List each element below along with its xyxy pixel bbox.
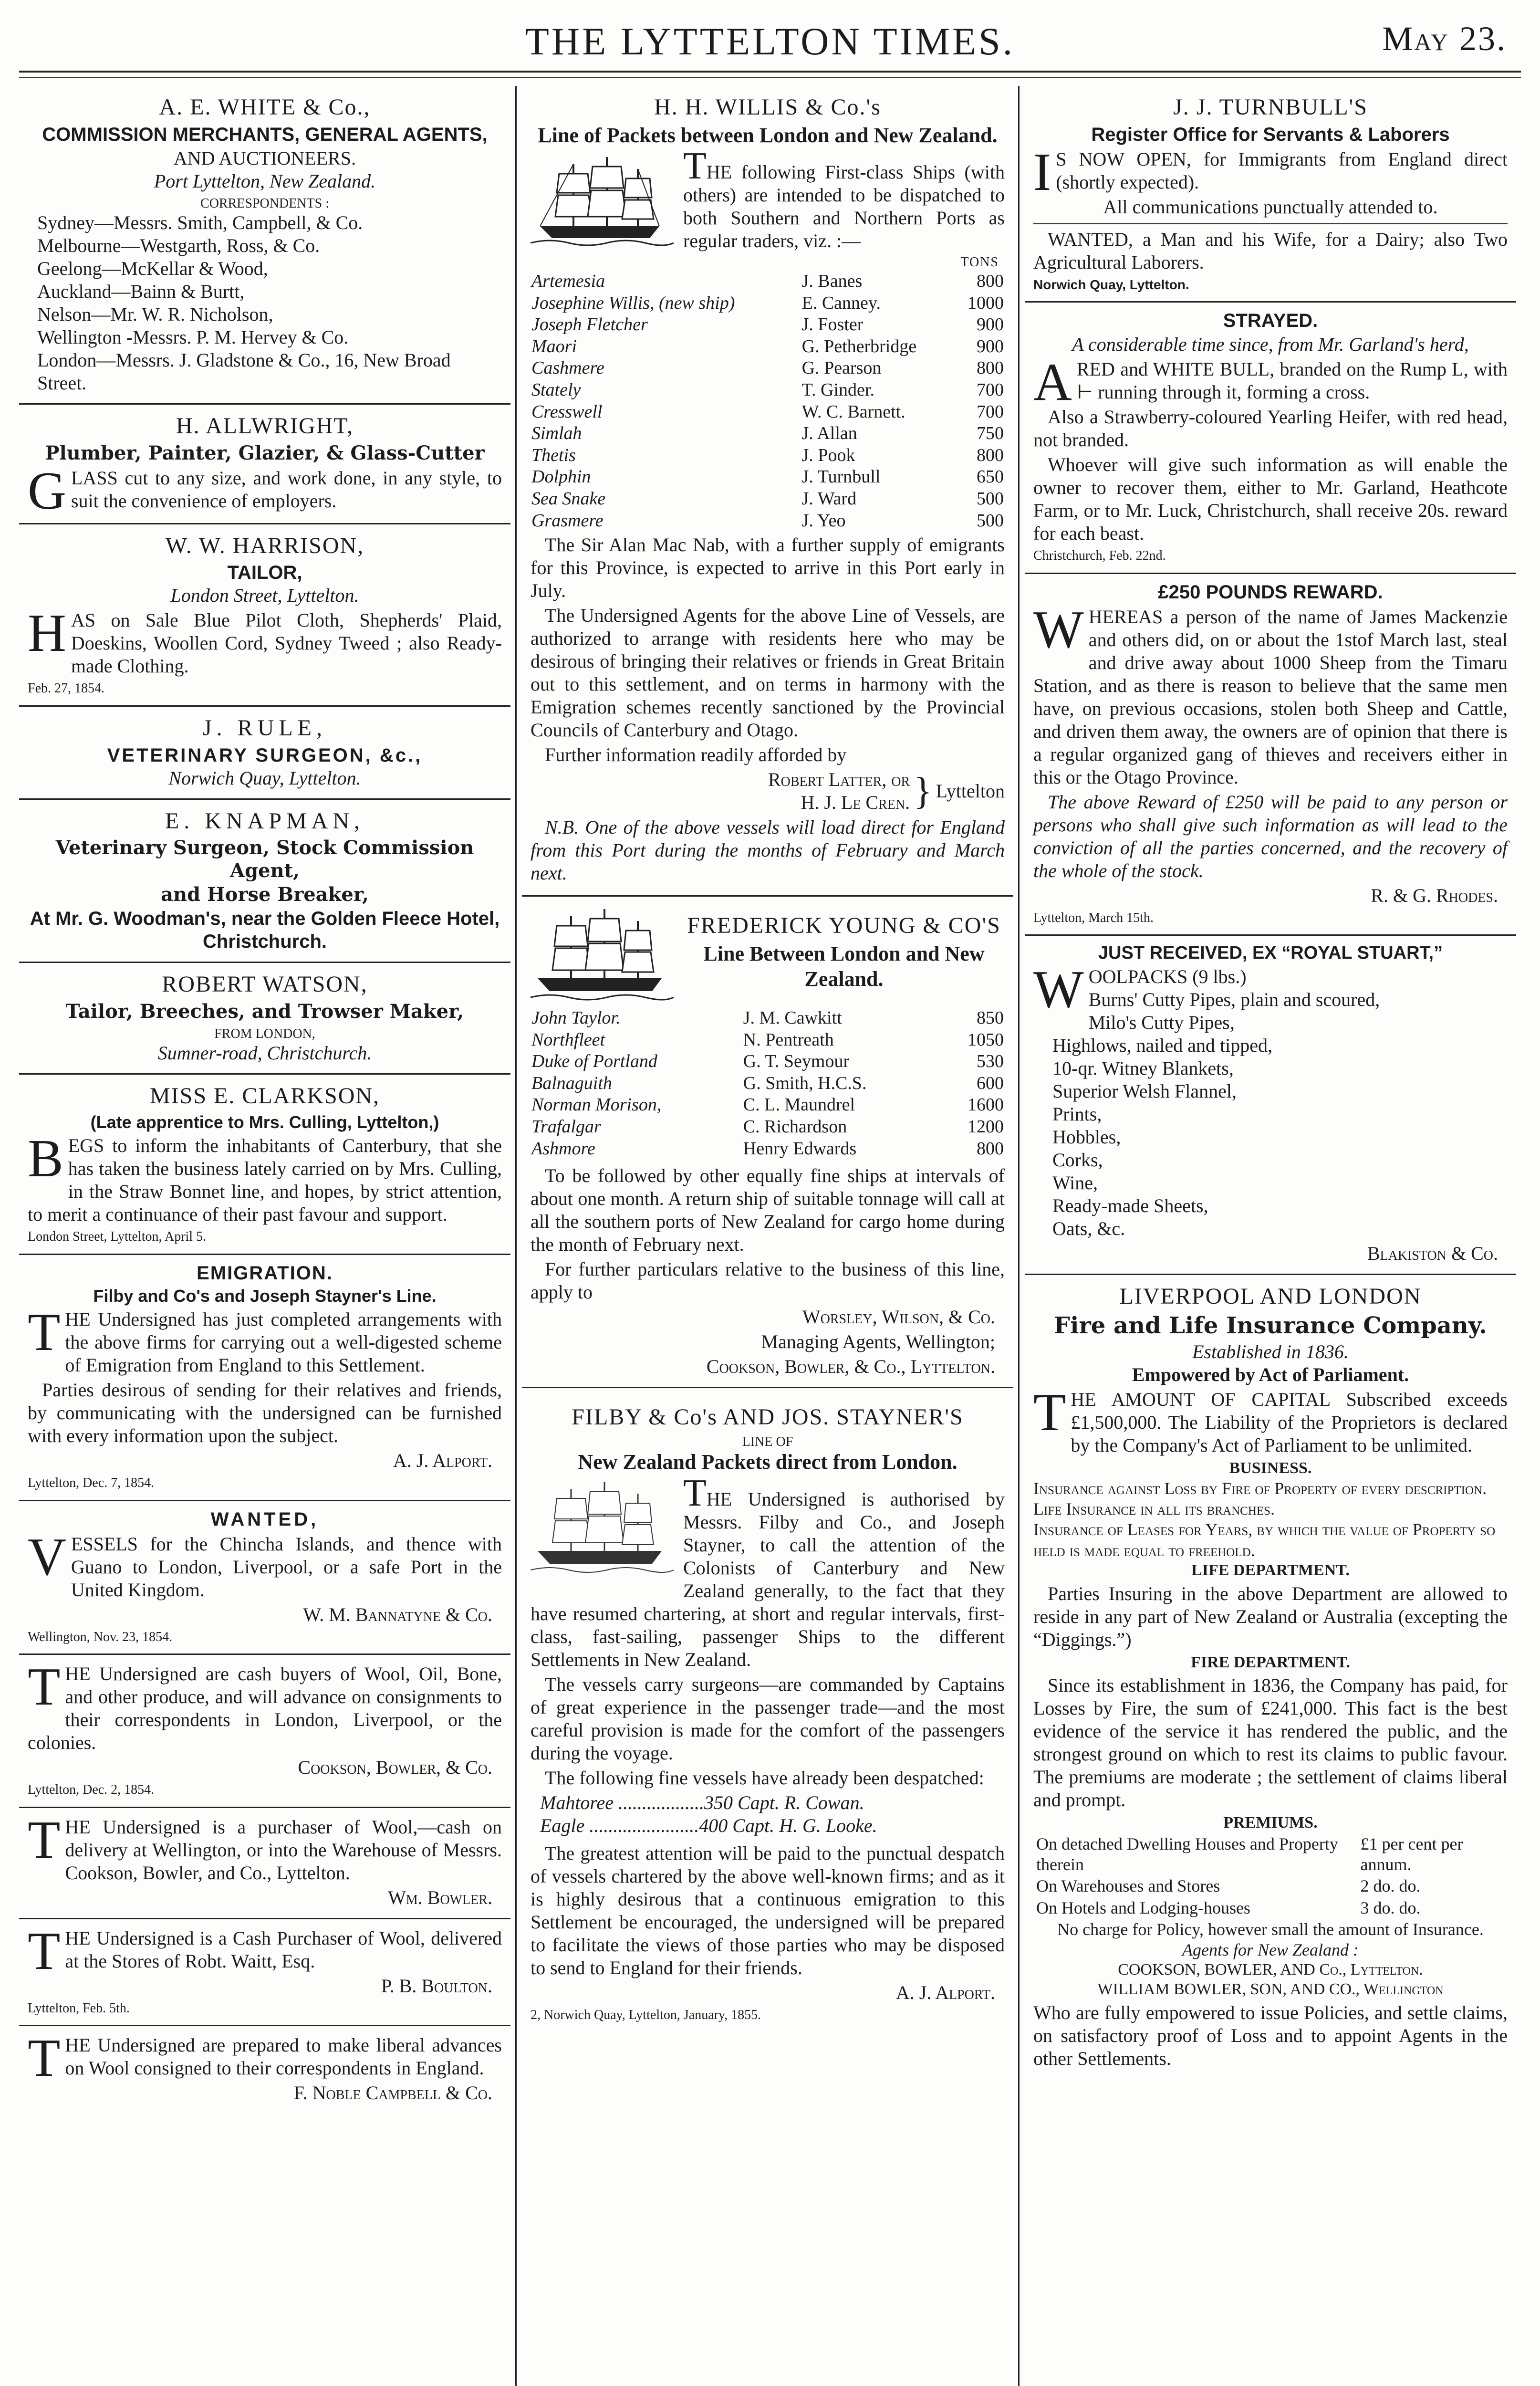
ship-table: [531, 1007, 1005, 1160]
ad-head: £250 POUNDS REWARD.: [1158, 581, 1383, 603]
ad-note: N.B. One of the above vessels will load direct for England from this Port during the months of February and March next.: [531, 816, 1005, 884]
list-item: Hobbles,: [1052, 1126, 1121, 1148]
ad-allwright: [19, 405, 510, 524]
ad-name: J. J. TURNBULL'S: [1173, 94, 1368, 120]
newspaper-title: THE LYTTELTON TIMES.: [525, 20, 1015, 63]
ad-name: E. KNAPMAN,: [165, 808, 364, 834]
ad-body: THE following First-class Ships (with others) are intended to be dispatched to both Southern and Northern Ports as regular traders, viz. :—: [683, 145, 1005, 252]
drop-cap: V: [28, 1527, 66, 1587]
ad-address: London Street, Lyttelton.: [170, 585, 359, 607]
list-item: London—Messrs. J. Gladstone & Co., 16, New Broad Street.: [37, 349, 451, 394]
ad-trade2: AND AUCTIONEERS.: [173, 147, 356, 169]
ship-icon: [531, 1477, 674, 1577]
agents-head: Agents for New Zealand :: [1182, 1940, 1359, 1960]
ad-cash-purchaser: [19, 1919, 510, 2027]
ad-received: [1025, 936, 1516, 1275]
drop-cap: T: [28, 1921, 61, 1981]
table-row: Duke of Portland G. T. Seymour 530: [531, 1051, 1004, 1072]
ad-knapman: [19, 800, 510, 963]
ad-sub: Filby and Co's and Joseph Stayner's Line.: [93, 1286, 437, 1306]
ad-body: The above Reward of £250 will be paid to any person or persons who shall give such information as will lead to the conviction of all the parties concerned, and the recovery of the whole of the stock.: [1033, 791, 1508, 881]
ad-name: H. ALLWRIGHT,: [176, 413, 354, 439]
ad-body: THE Undersigned is a Cash Purchaser of Wool, delivered at the Stores of Robt. Waitt, Esq.: [28, 1921, 502, 1981]
ad-name: FREDERICK YOUNG & CO'S: [687, 913, 1001, 939]
drop-cap: T: [28, 2029, 61, 2088]
list-item: Sydney—Messrs. Smith, Campbell, & Co.: [37, 212, 363, 234]
list-item: Prints,: [1052, 1103, 1102, 1125]
ad-body: Since its establishment in 1836, the Company has paid, for Losses by Fire, the sum of £241,000. This fact is the best evidence of the service it has rendered the public, and the strongest ground on which to rest its claims to public favour. The premiums are moderate ; the settlement of claims liberal and prompt.: [1033, 1674, 1508, 1811]
ad-body: THE Undersigned are cash buyers of Wool, Oil, Bone, and other produce, and will advance on consignments to their correspondents in London, Liverpool, or the colonies.: [28, 1657, 502, 1754]
ad-name: J. RULE,: [203, 715, 327, 741]
ad-reward: [1025, 574, 1516, 936]
column-1: [19, 86, 510, 2386]
ad-date: 2, Norwich Quay, Lyttelton, January, 1855.: [531, 2008, 761, 2023]
column-divider: [515, 86, 517, 2386]
ad-established: Established in 1836.: [1192, 1341, 1349, 1363]
table-row: Cashmere G. Pearson 800: [531, 358, 1004, 378]
list-item: Milo's Cutty Pipes,: [1088, 1011, 1235, 1033]
list-item: Geelong—McKellar & Wood,: [37, 258, 268, 280]
correspondent-list: [28, 211, 502, 395]
ad-signature: Worsley, Wilson, & Co.: [802, 1306, 995, 1328]
ad-turnbull: [1025, 86, 1516, 303]
ad-head: Line Between London and New Zealand.: [703, 942, 985, 991]
agent-block: [531, 768, 1005, 814]
list-item: Nelson—Mr. W. R. Nicholson,: [37, 303, 273, 325]
section-head: LIFE DEPARTMENT.: [1191, 1561, 1350, 1579]
ad-date: Lyttelton, Dec. 2, 1854.: [28, 1782, 155, 1798]
ad-correspondents: CORRESPONDENTS :: [200, 196, 329, 211]
section-head: FIRE DEPARTMENT.: [1191, 1653, 1350, 1671]
drop-cap: W: [1033, 600, 1084, 659]
masthead-rule-thin: [19, 77, 1521, 78]
ad-white: [19, 86, 510, 405]
masthead: [19, 14, 1521, 86]
table-row: Trafalgar C. Richardson 1200: [531, 1117, 1004, 1137]
drop-cap: H: [28, 604, 66, 663]
ad-body: THE AMOUNT OF CAPITAL Subscribed exceeds £1,500,000. The Liability of the Proprietors is declared by the Company's Act of Parliament to be unlimited.: [1033, 1383, 1508, 1456]
table-row: On Hotels and Lodging-houses 3 do. do.: [1036, 1898, 1421, 1917]
ad-signature: A. J. Alport.: [895, 1982, 995, 2004]
drop-cap: T: [28, 1302, 61, 1362]
list-item: Corks,: [1052, 1149, 1103, 1171]
ad-emigration: [19, 1255, 510, 1501]
table-row: Dolphin J. Turnbull 650: [531, 467, 1004, 487]
list-item: 10-qr. Witney Blankets,: [1052, 1057, 1234, 1079]
ad-body: Parties Insuring in the above Department are allowed to reside in any part of New Zealand or Australia (excepting the “Diggings.”): [1033, 1582, 1508, 1650]
ad-trade: Tailor, Breeches, and Trowser Maker,: [65, 1000, 464, 1023]
ad-willis: [522, 86, 1013, 897]
ad-body: To be followed by other equally fine ships at intervals of about one month. A return ship of suitable tonnage will call at all the southern ports of New Zealand for cargo home during the month of February next.: [531, 1165, 1005, 1256]
ad-signature: A. J. Alport.: [393, 1449, 492, 1471]
ad-trade2: and Horse Breaker,: [161, 883, 369, 906]
ad-body: ARED and WHITE BULL, branded on the Rump L, with ⊢ running through it, forming a cross.: [1033, 353, 1508, 412]
list-item: Wellington -Messrs. P. M. Hervey & Co.: [37, 326, 349, 348]
agent-place: Lyttelton: [936, 780, 1005, 802]
table-row: Cresswell W. C. Barnett. 700: [531, 401, 1004, 422]
table-row: Northfleet N. Pentreath 1050: [531, 1029, 1004, 1050]
ad-body: THE Undersigned is a purchaser of Wool,—cash on delivery at Wellington, or into the Warehouse of Messrs. Cookson, Bowler, and Co., Lyttelton.: [28, 1810, 502, 1884]
ad-body: WHEREAS a person of the name of James Mackenzie and others did, on or about the 1stof March last, steal and drive away about 1000 Sheep from the Timaru Station, and as there is reason to believe that the same men have, on previous occasions, stolen both Sheep and Cattle, and driven them away, the owners are of opinion that there is a regular organized gang of thieves and receivers either in this or the Otago Province.: [1033, 600, 1508, 788]
table-row: Thetis J. Pook 800: [531, 445, 1004, 465]
ad-address: Sumner-road, Christchurch.: [157, 1042, 372, 1064]
ad-head: Line of Packets between London and New Zealand.: [538, 123, 998, 147]
table-row: Josephine Willis, (new ship) E. Canney. 1000: [531, 293, 1004, 313]
ship-icon: [531, 150, 674, 250]
ad-sub: A considerable time since, from Mr. Garland's herd,: [1072, 334, 1469, 356]
drop-cap: T: [683, 1472, 707, 1515]
agent-name: Robert Latter, or: [768, 769, 910, 791]
section-head: PREMIUMS.: [1223, 1814, 1318, 1832]
ad-name: LIVERPOOL AND LONDON: [1119, 1283, 1422, 1309]
ad-advances: [19, 2026, 510, 2113]
ad-signature: Wm. Bowler.: [388, 1886, 492, 1908]
ad-date: Lyttelton, Feb. 5th.: [28, 2000, 130, 2016]
ad-body: For further particulars relative to the business of this line, apply to: [531, 1258, 1005, 1303]
ad-body: The vessels carry surgeons—are commanded by Captains of great experience in the passenger trade—and the most careful provision is made for the comfort of the passengers during the voyage.: [531, 1674, 1005, 1764]
list-item: Oats, &c.: [1052, 1217, 1125, 1239]
ad-head: New Zealand Packets direct from London.: [578, 1450, 957, 1474]
table-row: Simlah J. Allan 750: [531, 423, 1004, 444]
tons-header: TONS: [960, 255, 999, 270]
vessel-line: Eagle .......................400 Capt. H. G. Looke.: [540, 1815, 877, 1837]
ad-head: JUST RECEIVED, EX “ROYAL STUART,”: [1098, 943, 1443, 963]
column-2: [522, 86, 1013, 2386]
ad-act: Empowered by Act of Parliament.: [1132, 1364, 1409, 1386]
ad-body: WOOLPACKS (9 lbs.): [1033, 960, 1247, 1019]
ad-signature: F. Noble Campbell & Co.: [293, 2082, 492, 2104]
section-head: BUSINESS.: [1229, 1459, 1312, 1477]
ad-from: FROM LONDON,: [214, 1026, 315, 1041]
ad-line-of: LINE OF: [742, 1434, 793, 1449]
ad-name: H. H. WILLIS & Co.'s: [654, 94, 881, 120]
ad-body: THE Undersigned has just completed arrangements with the above firms for carrying out a well-digested scheme of Emigration from England to this Settlement.: [28, 1302, 502, 1376]
list-item: Melbourne—Westgarth, Ross, & Co.: [37, 235, 320, 257]
drop-cap: T: [28, 1810, 61, 1870]
ad-body: The greatest attention will be paid to the punctual despatch of vessels chartered by the above well-known firms; and as it is highly desirous that a continuous emigration to this Settlement be encouraged, the undersigned will be prepared to facilitate the views of those parties who may be disposed to send to England for their friends.: [531, 1842, 1005, 1979]
ad-body: Who are fully empowered to issue Policies, and settle claims, on satisfactory proof of Loss and to appoint Agents in the other Settlements.: [1033, 2001, 1508, 2069]
ad-trade: VETERINARY SURGEON, &c.,: [107, 744, 423, 766]
table-row: Grasmere J. Yeo 500: [531, 510, 1004, 531]
ad-body: Further information readily afforded by: [545, 744, 847, 766]
ad-address: At Mr. G. Woodman's, near the Golden Fleece Hotel, Christchurch.: [30, 908, 500, 952]
column-divider: [1018, 86, 1020, 2386]
table-row: Norman Morison, C. L. Maundrel 1600: [531, 1095, 1004, 1115]
ad-date: Wellington, Nov. 23, 1854.: [28, 1629, 173, 1644]
list-item: Ready-made Sheets,: [1052, 1194, 1208, 1216]
ad-rule: [19, 707, 510, 800]
premium-table: [1033, 1833, 1508, 1919]
drop-cap: B: [28, 1129, 63, 1189]
ad-body: The following fine vessels have already been despatched:: [545, 1767, 984, 1789]
agent-name: COOKSON, BOWLER, AND Co., Lyttelton.: [1118, 1961, 1423, 1979]
ad-signature: P. B. Boulton.: [381, 1975, 492, 1997]
ad-wool-purchaser: [19, 1808, 510, 1919]
table-row: John Taylor. J. M. Cawkitt 850: [531, 1008, 1004, 1028]
ad-body: I S NOW OPEN, for Immigrants from England direct (shortly expected).: [1033, 142, 1508, 202]
ad-body: All communications punctually attended to.: [1103, 196, 1438, 218]
ad-body: Whoever will give such information as will enable the owner to recover them, either to Mr. Garland, Heathcote Farm, or to Mr. Luck, Christchurch, shall receive 20s. reward for each beast.: [1033, 454, 1508, 544]
ad-wanted: [19, 1501, 510, 1655]
ad-body: Also a Strawberry-coloured Yearling Heifer, with red head, not branded.: [1033, 406, 1508, 451]
table-row: On detached Dwelling Houses and Property therein £1 per cent per annum.: [1036, 1834, 1463, 1874]
ad-signature: Blakiston & Co.: [1367, 1242, 1498, 1264]
ad-note: No charge for Policy, however small the amount of Insurance.: [1057, 1919, 1484, 1939]
ad-trade: Veterinary Surgeon, Stock Commission Agent,: [55, 837, 474, 882]
ad-trade: COMMISSION MERCHANTS, GENERAL AGENTS,: [42, 124, 488, 145]
ad-name: W. W. HARRISON,: [165, 533, 364, 558]
ad-sub: (Late apprentice to Mrs. Culling, Lyttelton,): [90, 1112, 439, 1132]
agent-name: H. J. Le Cren.: [801, 792, 910, 814]
ad-head: Register Office for Servants & Laborers: [1091, 124, 1450, 145]
agent-name: WILLIAM BOWLER, SON, AND CO., Wellington: [1097, 1980, 1444, 1999]
ad-name: FILBY & Co's AND JOS. STAYNER'S: [572, 1404, 964, 1430]
ad-date: Lyttelton, Dec. 7, 1854.: [28, 1475, 155, 1490]
table-row: Ashmore Henry Edwards 800: [531, 1138, 1004, 1159]
ad-body: The Undersigned Agents for the above Line of Vessels, are authorized to arrange with residents here who may be desirous of bringing their relatives or friends in Great Britain out to this settlement, and on terms in harmony with the Emigration schemes recently sanctioned by the Provincial Councils of Canterbury and Otago.: [531, 605, 1005, 741]
ad-date: Lyttelton, March 15th.: [1033, 910, 1154, 925]
goods-list: [1033, 988, 1508, 1240]
ad-body: The Sir Alan Mac Nab, with a further supply of emigrants for this Province, is expected to arrive in this Port early in July.: [531, 534, 1005, 602]
ad-address: Norwich Quay, Lyttelton.: [1033, 277, 1189, 292]
drop-cap: T: [28, 1657, 61, 1717]
masthead-rule: [19, 71, 1521, 73]
drop-cap: A: [1033, 353, 1072, 412]
ad-name: MISS E. CLARKSON,: [149, 1083, 380, 1109]
table-row: Artemesia J. Banes 800: [531, 271, 1004, 291]
list-item: Superior Welsh Flannel,: [1052, 1080, 1237, 1102]
ad-name: ROBERT WATSON,: [162, 972, 368, 997]
ad-date: London Street, Lyttelton, April 5.: [28, 1229, 207, 1245]
table-row: Joseph Fletcher J. Foster 900: [531, 314, 1004, 335]
ad-date: Christchurch, Feb. 22nd.: [1033, 548, 1166, 564]
list-item: Highlows, nailed and tipped,: [1052, 1034, 1273, 1056]
list-item: Wine,: [1052, 1172, 1098, 1193]
drop-cap: T: [683, 145, 707, 188]
column-3: [1025, 86, 1516, 2386]
ad-wanted: WANTED, a Man and his Wife, for a Dairy; also Two Agricultural Laborers.: [1033, 223, 1508, 274]
ad-body: VESSELS for the Chincha Islands, and thence with Guano to London, Liverpool, or a safe Port in the United Kingdom.: [28, 1527, 502, 1601]
ad-date: Feb. 27, 1854.: [28, 681, 104, 696]
table-row: Maori G. Petherbridge 900: [531, 336, 1004, 356]
vessel-line: Mahtoree ..................350 Capt. R. Cowan.: [540, 1792, 864, 1814]
list-item: Burns' Cutty Pipes, plain and scoured,: [1088, 988, 1380, 1010]
ad-signature: Cookson, Bowler, & Co.: [298, 1757, 492, 1779]
ad-head: STRAYED.: [1223, 310, 1318, 332]
drop-cap: T: [1033, 1383, 1066, 1443]
ad-harrison: [19, 524, 510, 707]
ship-table: [531, 271, 1005, 532]
drop-cap: I: [1033, 142, 1051, 202]
ship-icon: [531, 904, 674, 1005]
ad-clarkson: [19, 1075, 510, 1255]
ad-head: EMIGRATION.: [197, 1262, 333, 1284]
ad-head: Fire and Life Insurance Company.: [1054, 1312, 1487, 1339]
ad-body: HAS on Sale Blue Pilot Cloth, Shepherds' Plaid, Doeskins, Woollen Cord, Sydney Tweed ; also Ready-made Clothing.: [28, 604, 502, 677]
ad-body: BEGS to inform the inhabitants of Canterbury, that she has taken the business lately carried on by Mrs. Culling, in the Straw Bonnet line, and hopes, by strict attention, to merit a continuance of their past favour and support.: [28, 1129, 502, 1225]
brace-glyph: }: [914, 770, 932, 813]
ad-body: GLASS cut to any size, and work done, in any style, to suit the convenience of employers.: [28, 461, 502, 521]
list-item: Auckland—Bainn & Burtt,: [37, 281, 245, 303]
ad-signature: W. M. Bannatyne & Co.: [303, 1603, 492, 1625]
drop-cap: W: [1033, 960, 1084, 1019]
ad-cash-buyers: [19, 1655, 510, 1808]
ad-liverpool: [1025, 1275, 1516, 2081]
table-row: Stately T. Ginder. 700: [531, 379, 1004, 400]
ad-name: A. E. WHITE & Co.,: [159, 94, 371, 120]
business-item: Insurance of Leases for Years, by which the value of Property so held is made equal to freehold.: [1033, 1520, 1496, 1560]
ad-body: THE Undersigned is authorised by Messrs. Filby and Co., and Joseph Stayner, to call the attention of the Colonists of Canterbury and New Zealand generally, to the fact that they have resumed chartering, at short and regular intervals, first-class, fast-sailing, passenger Ships to the different Settlements in New Zealand.: [531, 1472, 1005, 1671]
ad-strayed: [1025, 303, 1516, 574]
ad-address: Norwich Quay, Lyttelton.: [168, 767, 361, 789]
ad-body: Parties desirous of sending for their relatives and friends, by communicating with the undersigned can be furnished with every information upon the subject.: [28, 1379, 502, 1446]
issue-date: May 23.: [1382, 20, 1507, 58]
ad-young: [522, 897, 1013, 1388]
table-row: On Warehouses and Stores 2 do. do.: [1036, 1876, 1421, 1896]
ad-signature: R. & G. Rhodes.: [1371, 884, 1498, 906]
drop-cap: G: [28, 461, 66, 521]
ad-filby: [522, 1388, 1013, 2032]
ad-head: WANTED,: [210, 1508, 319, 1530]
ad-place: Port Lyttelton, New Zealand.: [154, 170, 376, 192]
ad-trade: Plumber, Painter, Glazier, & Glass-Cutter: [45, 441, 485, 464]
ad-body: THE Undersigned are prepared to make liberal advances on Wool consigned to their correspondents in England.: [28, 2029, 502, 2088]
ad-trade: TAILOR,: [227, 562, 302, 584]
ad-signature: Managing Agents, Wellington;: [761, 1331, 995, 1353]
table-row: Balnaguith G. Smith, H.C.S. 600: [531, 1073, 1004, 1093]
ad-watson: [19, 963, 510, 1075]
business-item: Life Insurance in all its branches.: [1033, 1499, 1275, 1519]
business-item: Insurance against Loss by Fire of Property of every description.: [1033, 1478, 1487, 1498]
table-row: Sea Snake J. Ward 500: [531, 488, 1004, 509]
ad-signature: Cookson, Bowler, & Co., Lyttelton.: [706, 1356, 995, 1378]
